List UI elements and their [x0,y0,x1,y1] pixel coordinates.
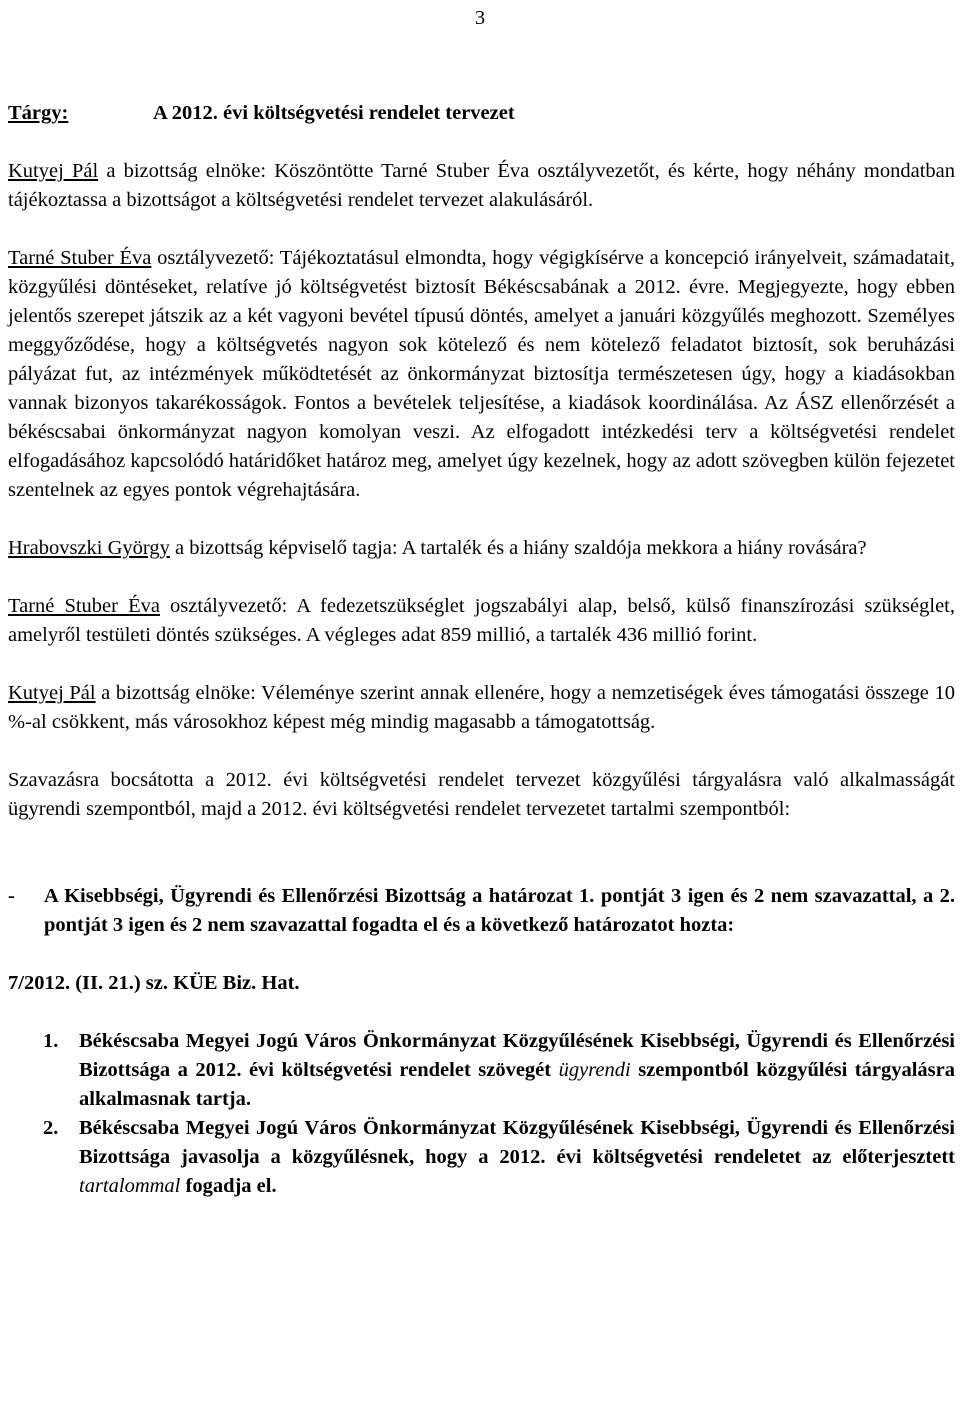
resolution-text-part: Békéscsaba Megyei Jogú Város Önkormányzat Közgyűlésének Kisebbségi, Ügyrendi és Ellenőrzési Bizottsága javasolja a közgyűlésnek, hogy a 2012. évi költségvetési rendeletet az előterjesztett [79,1117,955,1168]
paragraph-text: a bizottság elnöke: Köszöntötte Tarné Stuber Éva osztályvezetőt, és kérte, hogy néhány mondatban tájékoztassa a bizottságot a költségvetési rendelet tervezet alakulásáról. [8,160,955,211]
resolution-text-part: fogadja el. [180,1175,277,1197]
speaker-name: Hrabovszki György [8,537,170,559]
resolution-item [8,1027,955,1114]
resolution-number: 2. [43,1117,59,1139]
resolution-italic-text: ügyrendi [558,1059,631,1081]
subject-line [8,99,955,128]
paragraph-text: a bizottság elnöke: Véleménye szerint annak ellenére, hogy a nemzetiségek éves támogatási összege 10 %-al csökkent, más városokhoz képest még mindig magasabb a támogatottság. [8,682,955,733]
paragraph-text: a bizottság képviselő tagja: A tartalék és a hiány szaldója mekkora a hiány rovására? [169,537,867,559]
paragraph-department-head-answer [8,592,955,650]
speaker-name: Kutyej Pál [8,160,99,182]
resolution-text [79,1114,955,1201]
subject-label: Tárgy: [8,102,69,124]
resolution-text [79,1027,955,1114]
resolution-italic-text: tartalommal [79,1175,181,1197]
page-number: 3 [474,7,486,29]
resolution-text-part: Békéscsaba Megyei Jogú Város Önkormányzat Közgyűlésének Kisebbségi, Ügyrendi és Ellenőrzési Bizottsága a 2012. évi költségvetési rendelet szövegét [79,1030,955,1081]
speaker-name: Tarné Stuber Éva [8,247,152,269]
resolution-list [8,1027,955,1201]
speaker-name: Tarné Stuber Éva [8,595,160,617]
resolution-number: 1. [43,1030,59,1052]
document-body [8,99,955,1201]
subject-title: A 2012. évi költségvetési rendelet tervezet [153,102,515,124]
decision-text: A Kisebbségi, Ügyrendi és Ellenőrzési Bizottság a határozat 1. pontját 3 igen és 2 nem szavazattal, a 2. pontját 3 igen és 2 nem szavazattal fogadta el és a következő határozatot hozta: [44,885,955,936]
paragraph-text: osztályvezető: A fedezetszükséglet jogszabályi alap, belső, külső finanszírozási szükséglet, amelyről testületi döntés szükséges. A végleges adat 859 millió, a tartalék 436 millió forint. [8,595,955,646]
vote-paragraph: Szavazásra bocsátotta a 2012. évi költségvetési rendelet tervezet közgyűlési tárgyalásra való alkalmasságát ügyrendi szempontból, majd a 2012. évi költségvetési rendelet tervezetet tartalmi szempontból: [8,769,955,820]
resolution-id: 7/2012. (II. 21.) sz. KÜE Biz. Hat. [8,972,300,994]
decision-statement [8,882,955,940]
dash-bullet: - [8,885,15,907]
speaker-name: Kutyej Pál [8,682,96,704]
paragraph-department-head-report [8,244,955,505]
paragraph-chair-opening [8,157,955,215]
paragraph-member-question [8,534,955,563]
paragraph-chair-opinion [8,679,955,737]
paragraph-text: osztályvezető: Tájékoztatásul elmondta, hogy végigkísérve a koncepció irányelveit, számadatait, közgyűlési döntéseket, relatíve jó költségvetést biztosít Békéscsabának a 2012. évre. Megjegyezte, hogy ebben jelentős szerepet játszik az a két vagyoni bevétel típusú döntés, amelyet a januári közgyűlés meghozott. Személyes meggyőződése, hogy a költségvetés nagyon sok kötelező és nem kötelező feladatot biztosít, sok beruházási pályázat fut, az intézmények működtetését az önkormányzat biztosítja természetesen úgy, hogy a kiadásokban vannak bizonyos takarékosságok. Fontos a bevételek teljesítése, a kiadások koordinálása. Az ÁSZ ellenőrzését a békéscsabai önkormányzat nagyon komolyan veszi. Az elfogadott intézkedési terv a költségvetési rendelet elfogadásához kapcsolódó határidőket határoz meg, amelyet úgy kezelnek, hogy az adott szövegben külön fejezetet szentelnek az egyes pontok végrehajtására. [8,247,955,501]
resolution-text-part: szempontból közgyűlési tárgyalásra alkalmasnak tartja. [79,1059,956,1110]
resolution-item [8,1114,955,1201]
